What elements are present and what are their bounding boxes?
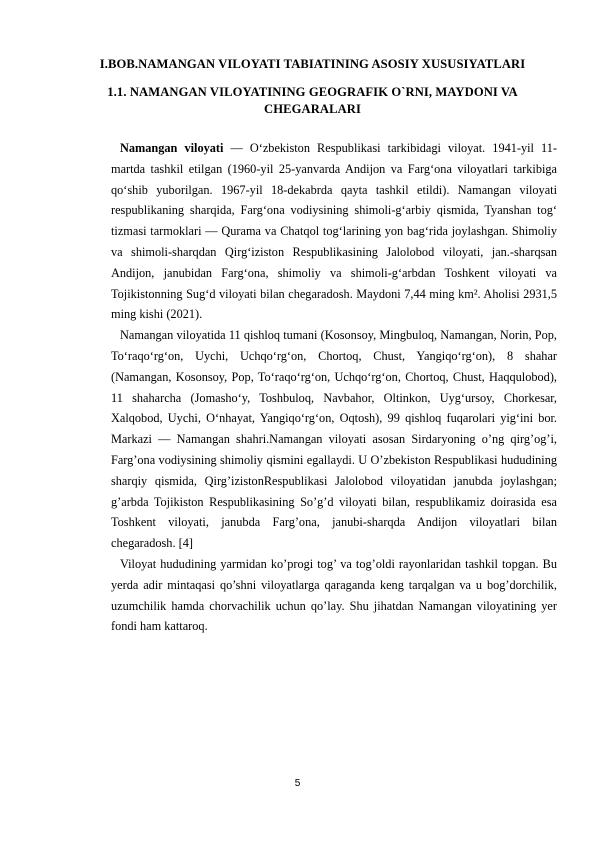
paragraph-3: Viloyat hududining yarmidan ko’progi tog’ va tog’oldi rayonlaridan tashkil topgan. Bu yerda adir mintaqasi qo’shni viloyatlarga qaraganda keng tarqalgan va u bog’dorchilik, uzumchilik hamda chorvachilik uchun qo’lay. Shu jihatdan Namangan viloyatining yer fondi ham kattaroq. — [111, 556, 557, 634]
paragraph-1 — [111, 138, 557, 325]
paragraph-2: Namangan viloyatida 11 qishloq tumani (Kosonsoy, Mingbuloq, Namangan, Norin, Pop, Toʻraqoʻrgʻon, Uychi, Uchqoʻrgʻon, Chortoq, Chust, Yangiqoʻrgʻon), 8 shahar (Namangan, Kosonsoy, Pop, Toʻraqoʻrgʻon, Uchqoʻrgʻon, Chortoq, Chust, Haqqulobod), 11 shaharcha (Jomashoʻy, Toshbuloq, Navbahor, Oltinkon, Uygʻursoy, Chorkesar, Xalqobod, Uychi, Oʻnhayat, Yangiqoʻrgʻon, Oqtosh), 99 qishloq fuqarolari yigʻini bor. Markazi — Namangan shahri.Namangan viloyati asosan Sirdaryoning o’ng qirg’og’i, Farg’ona vodiysining shimoliy qismini egallaydi. U O’zbekiston Respublikasi hududining sharqiy qismida, Qirg’izistonRespublikasi Jalolobod viloyatidan janubda joylashgan; g’arbda Tojikiston Respublikasining So’g’d viloyati bilan, respublikamiz doirasida esa Toshkent viloyati, janubda Farg’ona, janubi-sharqda Andijon viloyatlari bilan chegaradosh. [4] — [111, 328, 557, 551]
paragraph-1-lead: Namangan viloyati — [120, 141, 224, 155]
title-block — [70, 56, 555, 118]
paragraph-1-text: — Oʻzbekiston Respublikasi tarkibidagi viloyat. 1941-yil 11-martda tashkil etilgan (1960-yil 25-yanvarda Andijon va Fargʻona viloyatlari tarkibiga qoʻshib yuborilgan. 1967-yil 18-dekabrda qayta tashkil etildi). Namangan viloyati respublikaning sharqida, Fargʻona vodiysining shimoli-gʻarbiy qismida, Tyanshan togʻ tizmasi tarmoklari — Qurama va Chatqol togʻlarining yon bagʻrida joylashgan. Shimoliy va shimoli-sharqdan Qirgʻiziston Respublikasining Jalolobod viloyati, jan.-sharqsan Andijon, janubidan Fargʻona, shimoliy va shimoli-gʻarbdan Toshkent viloyati va Tojikistonning Sugʻd viloyati bilan chegaradosh. Maydoni 7,44 ming km². Aholisi 2931,5 ming kishi (2021). — [111, 141, 557, 322]
body-text — [111, 138, 557, 637]
page-number: 5 — [294, 778, 301, 789]
section-title: 1.1. NAMANGAN VILOYATINING GEOGRAFIK O`RNI, MAYDONI VA CHEGARALARI — [107, 85, 518, 116]
chapter-title: I.BOB.NAMANGAN VILOYATI TABIATINING ASOSIY XUSUSIYATLARI — [99, 57, 526, 71]
